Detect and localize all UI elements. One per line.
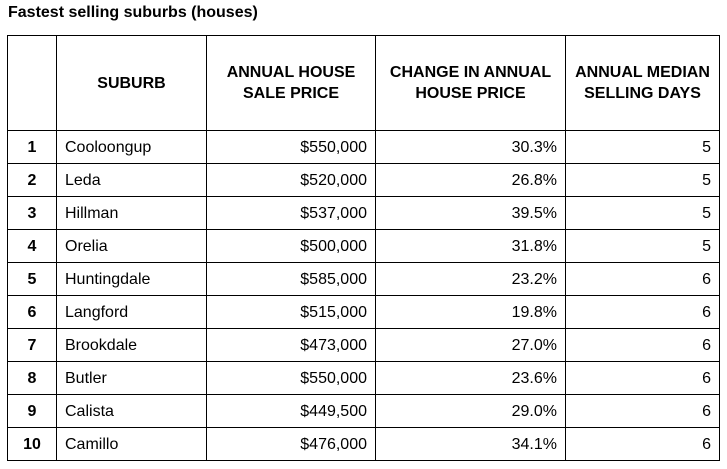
rank-cell: 7: [8, 329, 57, 362]
table-row: [8, 164, 720, 197]
price-cell: $585,000: [207, 263, 376, 296]
suburb-cell: Calista: [57, 395, 207, 428]
header-rank: [8, 36, 57, 131]
suburb-cell: Langford: [57, 296, 207, 329]
change-cell: 39.5%: [376, 197, 566, 230]
header-row: [8, 36, 720, 131]
table-row: [8, 395, 720, 428]
header-price-label: ANNUAL HOUSE SALE PRICE: [226, 64, 356, 102]
price-cell: $520,000: [207, 164, 376, 197]
suburb-cell: Huntingdale: [57, 263, 207, 296]
days-cell: 6: [566, 362, 720, 395]
days-cell: 6: [566, 329, 720, 362]
suburbs-table: [7, 35, 720, 461]
header-days: [566, 36, 720, 131]
suburb-cell: Camillo: [57, 428, 207, 461]
change-cell: 23.6%: [376, 362, 566, 395]
rank-cell: 10: [8, 428, 57, 461]
suburb-cell: Brookdale: [57, 329, 207, 362]
header-price: [207, 36, 376, 131]
header-days-label: ANNUAL MEDIAN SELLING DAYS: [575, 64, 710, 102]
days-cell: 5: [566, 131, 720, 164]
price-cell: $550,000: [207, 131, 376, 164]
table-row: [8, 263, 720, 296]
rank-cell: 6: [8, 296, 57, 329]
change-cell: 31.8%: [376, 230, 566, 263]
table-row: [8, 428, 720, 461]
price-cell: $515,000: [207, 296, 376, 329]
header-change: [376, 36, 566, 131]
suburb-cell: Hillman: [57, 197, 207, 230]
header-suburb-label: SUBURB: [97, 74, 166, 92]
price-cell: $500,000: [207, 230, 376, 263]
table-body: [8, 131, 720, 461]
price-cell: $537,000: [207, 197, 376, 230]
rank-cell: 5: [8, 263, 57, 296]
change-cell: 29.0%: [376, 395, 566, 428]
price-cell: $550,000: [207, 362, 376, 395]
days-cell: 6: [566, 428, 720, 461]
price-cell: $449,500: [207, 395, 376, 428]
suburb-cell: Leda: [57, 164, 207, 197]
rank-cell: 1: [8, 131, 57, 164]
change-cell: 34.1%: [376, 428, 566, 461]
change-cell: 23.2%: [376, 263, 566, 296]
suburb-cell: Orelia: [57, 230, 207, 263]
days-cell: 6: [566, 263, 720, 296]
table-row: [8, 230, 720, 263]
rank-cell: 9: [8, 395, 57, 428]
days-cell: 6: [566, 395, 720, 428]
change-cell: 27.0%: [376, 329, 566, 362]
header-change-label: CHANGE IN ANNUAL HOUSE PRICE: [389, 64, 552, 102]
days-cell: 6: [566, 296, 720, 329]
table-row: [8, 362, 720, 395]
header-suburb: [57, 36, 207, 131]
days-cell: 5: [566, 164, 720, 197]
price-cell: $476,000: [207, 428, 376, 461]
change-cell: 19.8%: [376, 296, 566, 329]
suburb-cell: Cooloongup: [57, 131, 207, 164]
table-row: [8, 131, 720, 164]
days-cell: 5: [566, 197, 720, 230]
price-cell: $473,000: [207, 329, 376, 362]
rank-cell: 4: [8, 230, 57, 263]
table-row: [8, 296, 720, 329]
change-cell: 30.3%: [376, 131, 566, 164]
suburb-cell: Butler: [57, 362, 207, 395]
table-row: [8, 329, 720, 362]
rank-cell: 2: [8, 164, 57, 197]
rank-cell: 3: [8, 197, 57, 230]
days-cell: 5: [566, 230, 720, 263]
change-cell: 26.8%: [376, 164, 566, 197]
rank-cell: 8: [8, 362, 57, 395]
table-title: Fastest selling suburbs (houses): [8, 4, 258, 21]
table-row: [8, 197, 720, 230]
